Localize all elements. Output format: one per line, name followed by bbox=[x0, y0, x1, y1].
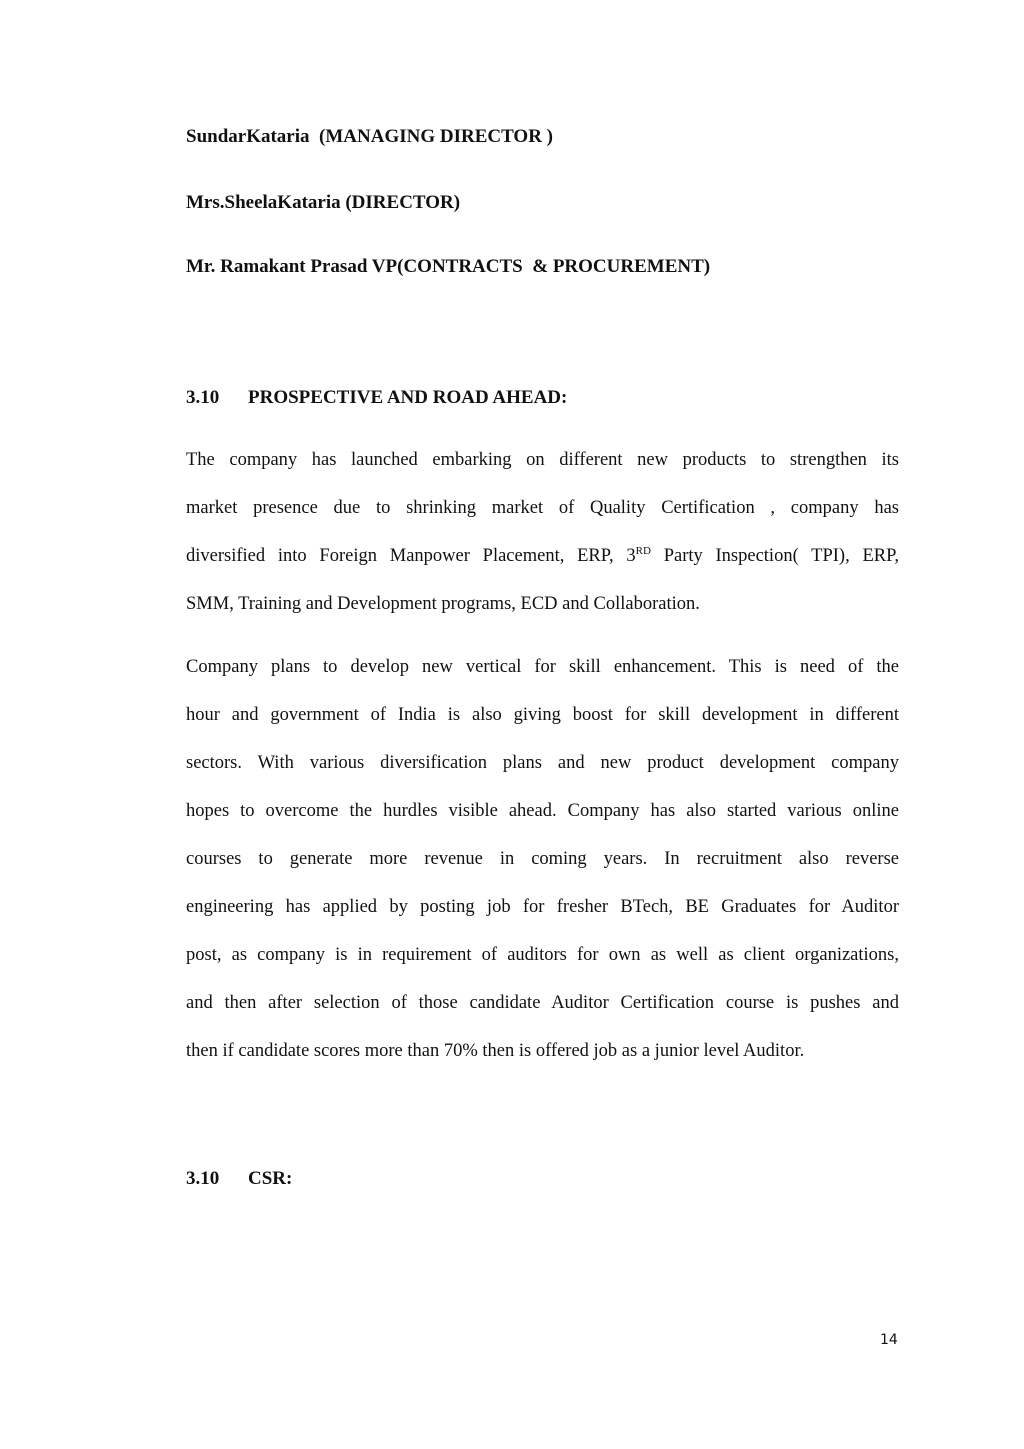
person-managing-director: SundarKataria (MANAGING DIRECTOR ) bbox=[186, 126, 554, 147]
paragraph-line: SMM, Training and Development programs, ECD and Collaboration. bbox=[186, 594, 700, 614]
paragraph-line: courses to generate more revenue in coming years. In recruitment also reverse bbox=[186, 849, 899, 869]
paragraph-line: Company plans to develop new vertical for skill enhancement. This is need of the bbox=[186, 657, 899, 677]
section-title: CSR: bbox=[248, 1168, 293, 1189]
paragraph-line-with-superscript bbox=[186, 532, 899, 580]
person-vp-contracts: Mr. Ramakant Prasad VP(CONTRACTS & PROCUREMENT) bbox=[186, 256, 711, 277]
line-text-after: Party Inspection( TPI), ERP, bbox=[650, 546, 899, 566]
superscript-rd: RD bbox=[635, 544, 651, 557]
page-number: 14 bbox=[880, 1332, 898, 1348]
person-director: Mrs.SheelaKataria (DIRECTOR) bbox=[186, 192, 461, 213]
section-title: PROSPECTIVE AND ROAD AHEAD: bbox=[248, 387, 568, 408]
section-number: 3.10 bbox=[186, 1168, 220, 1189]
section-heading-csr bbox=[186, 1167, 292, 1191]
section-heading-prospective bbox=[186, 386, 567, 410]
paragraph-line: post, as company is in requirement of auditors for own as well as client organizations, bbox=[186, 945, 899, 965]
paragraph-line: The company has launched embarking on different new products to strengthen its bbox=[186, 450, 899, 470]
paragraph-line: engineering has applied by posting job for fresher BTech, BE Graduates for Auditor bbox=[186, 897, 899, 917]
paragraph-prospective-1 bbox=[186, 436, 899, 628]
section-number: 3.10 bbox=[186, 387, 220, 408]
paragraph-line: then if candidate scores more than 70% then is offered job as a junior level Auditor. bbox=[186, 1041, 805, 1061]
line-text-before: diversified into Foreign Manpower Placement, ERP, 3 bbox=[186, 546, 636, 566]
paragraph-line: hour and government of India is also giving boost for skill development in different bbox=[186, 705, 899, 725]
paragraph-prospective-2 bbox=[186, 643, 899, 1075]
paragraph-line: sectors. With various diversification plans and new product development company bbox=[186, 753, 899, 773]
paragraph-line: and then after selection of those candidate Auditor Certification course is pushes and bbox=[186, 993, 899, 1013]
paragraph-line: market presence due to shrinking market of Quality Certification , company has bbox=[186, 498, 899, 518]
paragraph-line: hopes to overcome the hurdles visible ahead. Company has also started various online bbox=[186, 801, 899, 821]
